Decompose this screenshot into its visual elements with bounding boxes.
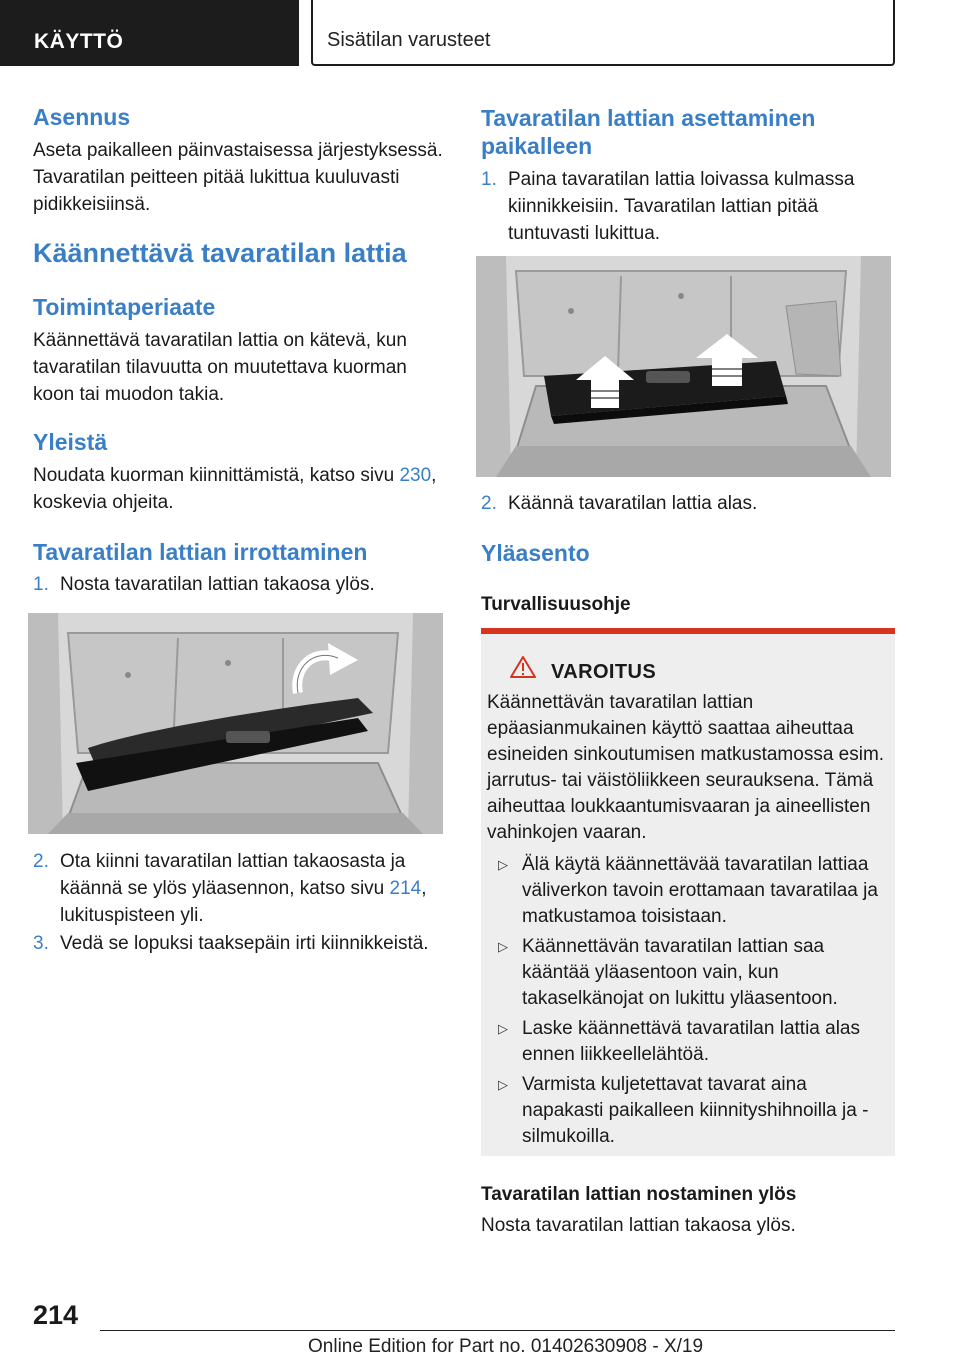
step-number: 1. xyxy=(33,574,49,595)
page-link-230[interactable]: 230 xyxy=(399,465,432,486)
bullet-triangle-icon: ▷ xyxy=(498,939,508,954)
main-heading: Käännettävä tavaratilan lattia xyxy=(33,238,407,268)
step-text: Nosta tavaratilan lattian takaosa ylös. xyxy=(60,574,375,595)
irrotus-heading: Tavaratilan lattian irrottaminen xyxy=(33,539,368,565)
edition-note: Online Edition for Part no. 01402630908 - X/19 xyxy=(308,1336,704,1357)
yleista-heading: Yleistä xyxy=(33,429,108,455)
yleista-text-post: , koskevia ohjeita. xyxy=(33,465,437,513)
asennus-text: Aseta paikalleen päinvastaisessa järjestyksessä. Tavaratilan peitteen pitää lukittua kuuluvasti pidikkeisiinsä. xyxy=(33,140,443,215)
ylaasento-heading: Yläasento xyxy=(481,540,590,566)
bullet-text: Varmista kuljetettavat tavarat aina napakasti paikalleen kiinnityshihnoilla ja -silmukoilla. xyxy=(522,1074,869,1147)
asetus-heading: Tavaratilan lattian asettaminen paikalleen xyxy=(481,105,816,159)
bullet-text: Käännettävän tavaratilan lattian saa kääntää yläasentoon vain, kun takaselkänojat on lukittu yläasentoon. xyxy=(522,936,838,1009)
trunk-floor-lift-illustration xyxy=(28,613,443,834)
step-number: 2. xyxy=(481,493,497,514)
footer-divider xyxy=(100,1330,895,1331)
step-text: Vedä se lopuksi taaksepäin irti kiinnikkeistä. xyxy=(60,933,429,954)
toimintaperiaate-text: Käännettävä tavaratilan lattia on kätevä, kun tavaratilan tilavuutta on muutettava kuorman koon tai muodon takia. xyxy=(33,330,407,405)
page-link-214[interactable]: 214 xyxy=(389,878,422,899)
toimintaperiaate-heading: Toimintaperiaate xyxy=(33,294,216,320)
nosto-heading: Tavaratilan lattian nostaminen ylös xyxy=(481,1184,797,1205)
warning-title: VAROITUS xyxy=(551,661,657,683)
bullet-triangle-icon: ▷ xyxy=(498,1077,508,1092)
step-number: 1. xyxy=(481,169,497,190)
warning-triangle-icon xyxy=(510,655,536,679)
step-text: Paina tavaratilan lattia loivassa kulmassa kiinnikkeisiin. Tavaratilan lattian pitää tuntuvasti lukittua. xyxy=(508,169,855,244)
yleista-text-pre: Noudata kuorman kiinnittämistä, katso sivu xyxy=(33,465,400,486)
asennus-heading: Asennus xyxy=(33,104,131,130)
page-number: 214 xyxy=(33,1300,79,1330)
warning-box xyxy=(481,628,895,1156)
nosto-text: Nosta tavaratilan lattian takaosa ylös. xyxy=(481,1215,796,1236)
chapter-label: Sisätilan varusteet xyxy=(327,29,491,51)
step-number: 2. xyxy=(33,851,49,872)
bullet-text: Älä käytä käännettävää tavaratilan lattiaa väliverkon tavoin erottamaan tavaratilaa ja matkustamoa toisistaan. xyxy=(522,854,878,927)
section-tab xyxy=(0,0,299,66)
trunk-floor-insert-illustration xyxy=(476,256,891,477)
bullet-triangle-icon: ▷ xyxy=(498,857,508,872)
yleista-text xyxy=(33,462,445,516)
step-text-post: , lukituspisteen yli. xyxy=(60,878,427,926)
bullet-text: Laske käännettävä tavaratilan lattia alas ennen liikkeellelähtöä. xyxy=(522,1018,860,1065)
section-label: KÄYTTÖ xyxy=(34,30,124,53)
turvallisuusohje-heading: Turvallisuusohje xyxy=(481,594,631,615)
bullet-triangle-icon: ▷ xyxy=(498,1021,508,1036)
step-text xyxy=(60,848,445,929)
warning-text: Käännettävän tavaratilan lattian epäasianmukainen käyttö saattaa aiheuttaa esineiden sinkoutumisen matkustamossa esim. jarrutus- tai väistöliikkeen seurauksena. Tämä aiheuttaa loukkaantumisvaaran ja aineellisten vahinkojen vaaran. xyxy=(487,692,885,843)
chapter-tab xyxy=(311,0,895,66)
step-number: 3. xyxy=(33,933,49,954)
step-text: Käännä tavaratilan lattia alas. xyxy=(508,493,758,514)
step-text-pre: Ota kiinni tavaratilan lattian takaosasta ja käännä se ylös yläasennon, katso sivu xyxy=(60,851,406,899)
